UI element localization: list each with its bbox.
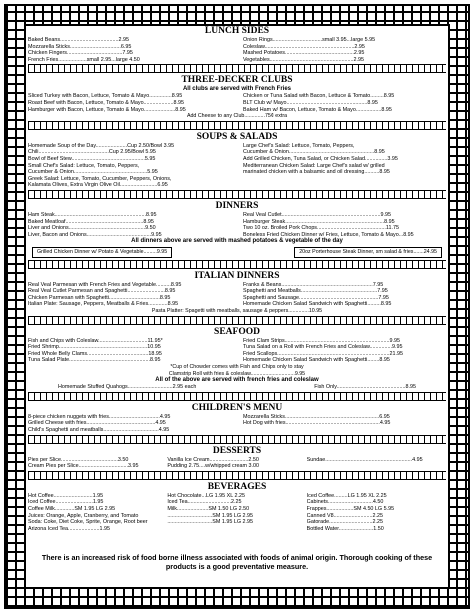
- desserts-col-3: [307, 457, 446, 470]
- menu-item: Soda: Coke, Diet Coke, Sprite, Orange, Root beer: [28, 519, 148, 526]
- menu-item: BLT Club w/ Mayo......................................................8.95: [243, 99, 378, 106]
- menu-item: Vanilla Ice Cream..........................2.50: [167, 456, 259, 463]
- beverages-col-1: [28, 493, 167, 533]
- menu-item: Hot Coffee..........................1.95: [28, 492, 104, 499]
- menu-item: Ham Steak.............................................................8.95: [28, 211, 157, 218]
- menu-item: Grilled Cheese with fries..............................................4.95: [28, 420, 166, 427]
- menu-item: Cucumber & Onion.................................................5.95: [28, 169, 158, 176]
- menu-item: Canned V8..........................2.25: [306, 512, 384, 519]
- divider: [28, 392, 446, 401]
- section-note: Add Cheese to any Club..............75¢ extra: [186, 113, 288, 120]
- menu-item: Hot Dog with fries...............................................................4.95: [243, 420, 391, 427]
- menu-item: Iced Tea.............................2.25: [167, 499, 242, 506]
- three-decker-items: [28, 93, 446, 113]
- menu-item: ..............................SM 1.95 LG 2.95: [167, 519, 253, 526]
- menu-item: Fried Scallops...........................................................................21.95: [243, 350, 403, 357]
- menu-item: Fried Clam Strips......................................................................9.95: [243, 337, 400, 344]
- dinners-left: [28, 212, 237, 238]
- italian-left: [28, 282, 237, 308]
- menu-item: 8-piece chicken nuggets with fries..................................4.95: [28, 413, 171, 420]
- menu-item: Mozzarella Sticks...............................................................6.95: [243, 413, 390, 420]
- menu-item: Spaghetti and Sausage.....................................................7.95: [243, 294, 389, 301]
- menu-item: Chicken Fingers.....................................7.95: [28, 50, 133, 57]
- section-title-beverages: BEVERAGES: [207, 481, 267, 492]
- lunch-sides-left: [28, 37, 237, 63]
- menu-item: Tuna Salad on a Roll with French Fries and Coleslaw...............9.95: [243, 344, 403, 351]
- lunch-sides-items: [28, 37, 446, 63]
- menu-item: Onion Rings.................................small 3.95...large 5.95: [243, 37, 376, 43]
- menu-item: Chicken or Tuna Salad with Bacon, Lettuce & Tomato.........8.95: [243, 93, 395, 100]
- italian-right: [237, 282, 446, 308]
- special-box-chicken: Grilled Chicken Dinner w/ Potato & Vegetable.........9.95: [32, 247, 172, 257]
- menu-item: Vegetables........................................................2.95: [243, 56, 365, 63]
- section-title-lunch-sides: LUNCH SIDES: [204, 26, 270, 36]
- soups-right: [237, 143, 446, 189]
- menu-item: Real Veal Parmesan with French Fries and Vegetable..........8.95: [28, 281, 182, 288]
- menu-item: Mediterranean Chicken Salad: Large Chef's salad w/ grilled: [243, 162, 385, 169]
- menu-item: Real Veal Cutlet Parmesan and Spaghetti.........................8.95: [28, 288, 176, 295]
- menu-item: Roast Beef with Bacon, Lettuce, Tomato & Mayo....................8.95: [28, 99, 185, 106]
- menu-item: Gatorade.............................2.25: [306, 519, 384, 526]
- food-safety-notice: There is an increased risk of food borne illness associated with foods of animal origin. Thorough cooking of these products is a good preventative measure.: [41, 553, 433, 571]
- dinner-specials: [32, 247, 442, 257]
- menu-item: Spaghetti and Meatballs...................................................7.95: [243, 288, 388, 295]
- section-title-dinners: DINNERS: [215, 200, 259, 211]
- section-title-three-decker: THREE-DECKER CLUBS: [181, 75, 293, 86]
- dinners-right: [237, 212, 446, 238]
- menu-item: Chili...............................................Cup 2.95/Bowl 5.95: [28, 149, 156, 156]
- beverages-col-2: [167, 493, 306, 533]
- divider: [28, 260, 446, 269]
- italian-items: [28, 282, 446, 308]
- menu-item: Real Veal Cutlet..................................................................9.95: [243, 211, 391, 218]
- menu-item: Mashed Potatoes..............................................2.95: [243, 50, 365, 57]
- menu-item: Fish and Chips with Coleslaw.................................11.95*: [28, 337, 163, 344]
- menu-item: Greek Salad: Lettuce, Tomato, Cucumber, Peppers, Onions,: [28, 175, 172, 182]
- divider: [28, 435, 446, 444]
- menu-item: Cabinets..............................4.50: [306, 499, 384, 506]
- menu-item: Small Chef's Salad: Lettuce, Tomato, Peppers,: [28, 162, 140, 169]
- menu-item: marinated chicken with a balsamic and oil dressing..........8.95: [243, 169, 390, 176]
- menu-item: Cucumber & Onion.........................................................8.95: [243, 149, 385, 156]
- menu-item: Bottled Water.......................1.50: [306, 525, 384, 532]
- menu-item: Italian Plate: Sausage, Peppers, Meatballs & Fries.............8.95: [28, 301, 179, 308]
- divider: [28, 190, 446, 199]
- menu-item: Iced Coffee.........LG 1.95 XL 2.25: [306, 492, 387, 499]
- divider: [28, 471, 446, 480]
- menu-item: Homemade Chicken Salad Sandwich with Spaghetti.........8.95: [243, 301, 392, 308]
- menu-item: Fried Shrimp...........................................................10.95: [28, 344, 161, 351]
- menu-item: Mozzarella Sticks..................................6.95: [28, 43, 132, 50]
- menu-item: Baked Ham w/ Bacon, Lettuce, Tomato & Mayo.................8.95: [243, 106, 392, 113]
- menu-item: ..............................SM 1.95 LG 2.95: [167, 512, 253, 519]
- menu-item: Homemade Stuffed Quahogs..............................2.95 each: [58, 384, 197, 391]
- menu-item: Kalamata Olives, Extra Virgin Olive Oil.........................6.95: [28, 182, 168, 189]
- section-note: All dinners above are served with mashed potatoes & vegetable of the day: [131, 238, 343, 245]
- section-subtitle: All clubs are served with French Fries: [182, 86, 292, 93]
- childrens-left: [28, 414, 237, 434]
- menu-item: Add Grilled Chicken, Tuna Salad, or Chicken Salad...............3.95: [243, 155, 398, 162]
- menu-item: Sundae..........................................................4.95: [306, 456, 423, 463]
- section-title-italian: ITALIAN DINNERS: [194, 270, 280, 281]
- desserts-col-2: [167, 457, 306, 470]
- menu-item: Liver and Onions...................................................9.50: [28, 225, 156, 232]
- section-title-seafood: SEAFOOD: [214, 326, 260, 337]
- section-note: All of the above are served with french fries and coleslaw: [155, 377, 319, 384]
- divider: [28, 121, 446, 130]
- divider: [28, 316, 446, 325]
- menu-item: Fried Whole Belly Clams.........................................18.95: [28, 350, 162, 357]
- desserts-col-1: [28, 457, 167, 470]
- menu-item: Chicken Parmesan with Spaghetti..................................8.95: [28, 294, 171, 301]
- menu-item: Homemade Chicken Salad Sandwich with Spaghetti........8.95: [243, 357, 390, 364]
- desserts-items: [28, 457, 446, 470]
- seafood-right: [237, 338, 446, 364]
- childrens-items: [28, 414, 446, 434]
- menu-item: French Fries...................small 2.95...large 4.50: [28, 56, 140, 63]
- menu-item: Hamburger with Bacon, Lettuce, Tomato & Mayo.....................8.95: [28, 106, 186, 113]
- beverages-col-3: [307, 493, 446, 533]
- menu-item: Franks & Beans.............................................................7.95: [243, 281, 384, 288]
- menu-item: Coffee Milk.............SM 1.95 LG 2.95: [28, 505, 116, 512]
- beverages-items: [28, 493, 446, 533]
- menu-item: Liver, Bacon and Onions...........................................9.95: [28, 231, 162, 238]
- menu-item: Large Chef's Salad: Lettuce, Tomato, Peppers,: [243, 142, 355, 149]
- menu-item: Tuna Salad Plate......................................................8.95: [28, 357, 161, 364]
- menu-item: Hot Chocolate...LG 1.95 XL 2.25: [167, 492, 246, 499]
- three-decker-left: [28, 93, 237, 113]
- section-title-childrens: CHILDREN'S MENU: [191, 402, 283, 413]
- special-box-steak: 20oz Porterhouse Steak Dinner, sm salad & fries.......24.95: [294, 247, 442, 257]
- seafood-items: [28, 338, 446, 364]
- childrens-right: [237, 414, 446, 434]
- menu-item: Baked Beans.......................................2.95: [28, 37, 129, 43]
- menu-item: Juices: Orange, Apple, Cranberry, and Tomato: [28, 512, 139, 519]
- menu-item: Milk.....................SM 1.50 LG 2.50: [167, 505, 250, 512]
- menu-item: Arizona Iced Tea.....................1.95: [28, 525, 110, 532]
- soups-items: [28, 143, 446, 189]
- three-decker-right: [237, 93, 446, 113]
- dinners-items: [28, 212, 446, 238]
- menu-item: Sliced Turkey with Bacon, Lettuce, Tomato & Mayo...............8.95: [28, 93, 183, 100]
- menu-item: Hamburger Steak..................................................................8.95: [243, 218, 395, 225]
- lunch-sides-right: [237, 37, 446, 63]
- section-title-desserts: DESSERTS: [212, 445, 262, 456]
- menu-content: [28, 24, 446, 589]
- menu-item: Boneless Fried Chicken Dinner w/ Fries, Lettuce, Tomato & Mayo...8.95: [243, 231, 414, 238]
- menu-item: Pudding 2.75....w/whipped cream 3.00: [167, 463, 260, 470]
- divider: [28, 64, 446, 73]
- menu-item: Baked Meatloaf....................................................8.95: [28, 218, 154, 225]
- menu-item: Child's Spaghetti and meatballs.....................................4.95: [28, 427, 170, 433]
- section-note: Pasta Platter: Spagetti with meatballs, sausage & peppers..............10.95: [151, 308, 323, 315]
- menu-item: Frappes..................SM 4.50 LG 5.95: [306, 505, 395, 512]
- menu-item: Bowl of Beef Stew.................................................5.95: [28, 155, 156, 162]
- menu-item: Fish Only..............................................8.95: [314, 384, 416, 391]
- section-note: *Cup of Chowder comes with Fish and Chips only to stay: [170, 364, 304, 371]
- menu-item: Two 10 oz. Broiled Pork Chops..............................................11.75: [243, 225, 399, 232]
- menu-item: Iced Coffee.........................1.95: [28, 499, 104, 506]
- menu-item: Cream Pies per Slice.................................3.95: [28, 463, 139, 470]
- menu-item: Homemade Soup of the Day.....................Cup 2.50/Bowl 3.95: [28, 142, 175, 149]
- quahog-row: [28, 384, 446, 391]
- section-note: Clamstrip Roll with fries & coleslaw..............................9.95: [168, 370, 306, 377]
- section-title-soups: SOUPS & SALADS: [196, 131, 278, 142]
- menu-item: Coleslaw............................................................2.95: [243, 43, 365, 50]
- seafood-left: [28, 338, 237, 364]
- soups-left: [28, 143, 237, 189]
- menu-item: Pies per Slice......................................3.50: [28, 456, 129, 463]
